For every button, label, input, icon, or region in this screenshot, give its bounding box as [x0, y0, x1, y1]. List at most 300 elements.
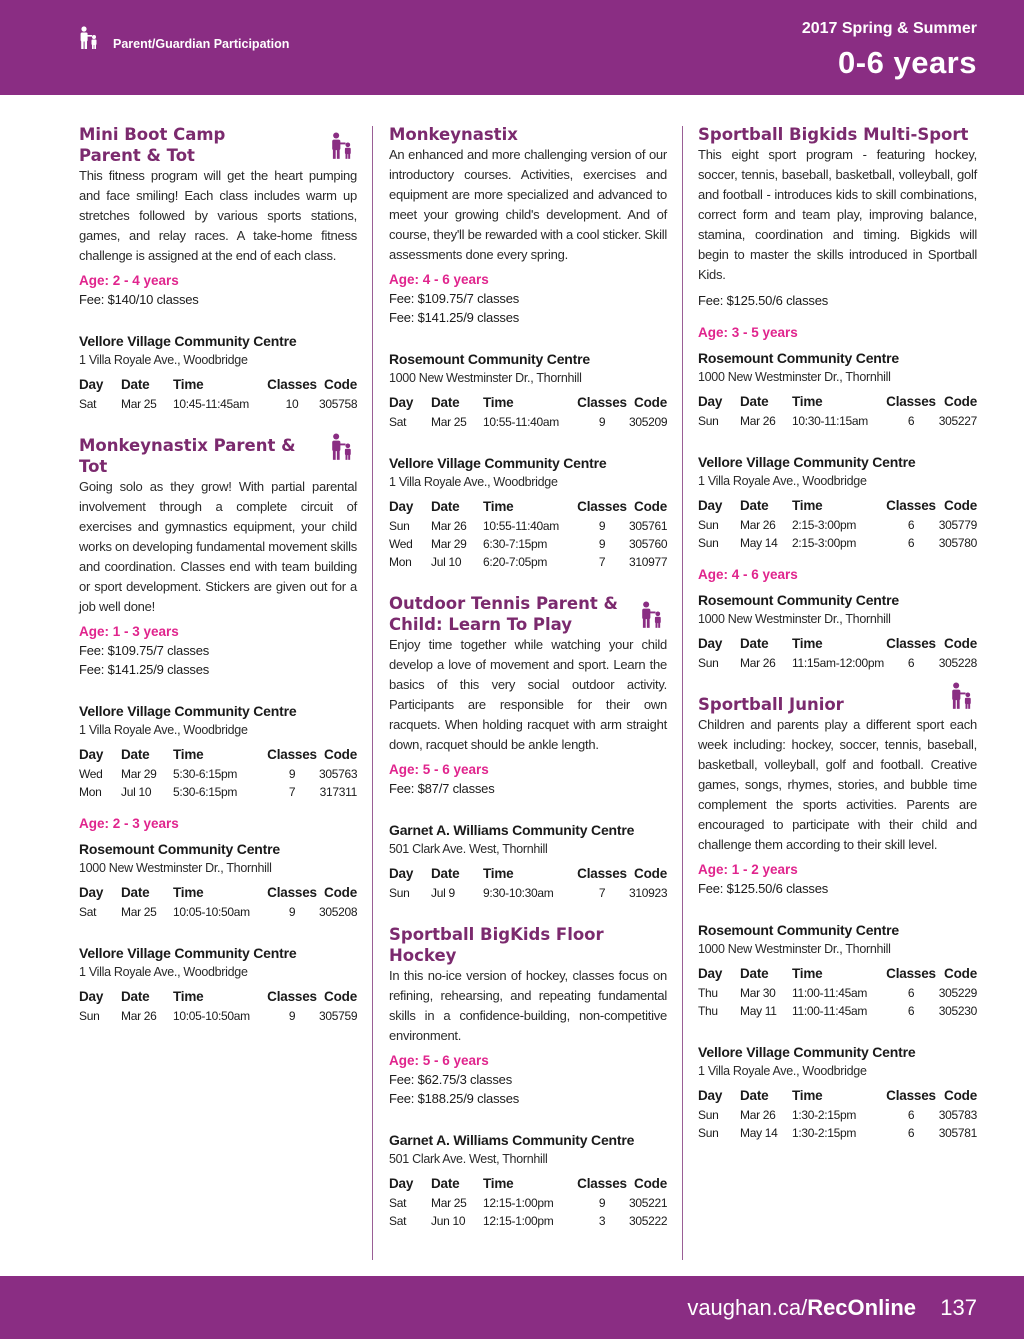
schedule-cell-code: 305763	[319, 767, 358, 781]
schedule-cell-code: 310977	[629, 555, 668, 569]
schedule-header-code: Code	[944, 636, 977, 651]
parent-child-icon	[639, 601, 665, 629]
schedule-header-time: Time	[173, 377, 204, 392]
schedule-row	[389, 1212, 667, 1230]
schedule-cell-time: 11:15am-12:00pm	[792, 656, 885, 670]
location-address: 1 Villa Royale Ave., Woodbridge	[79, 965, 248, 979]
program-outdoor-tennis	[389, 593, 667, 902]
program-sportball-floor-hockey	[389, 924, 667, 1230]
schedule-cell-classes: 6	[907, 536, 915, 550]
schedule-cell-code: 305779	[938, 518, 977, 532]
schedule-cell-date: Mar 26	[740, 1108, 776, 1122]
schedule-cell-classes: 6	[907, 656, 915, 670]
schedule-header-classes: Classes	[886, 394, 936, 409]
schedule-row	[698, 534, 977, 552]
schedule-header-time: Time	[173, 747, 204, 762]
schedule-header-classes: Classes	[886, 966, 936, 981]
location-address: 1 Villa Royale Ave., Woodbridge	[389, 475, 558, 489]
schedule-cell-classes: 7	[598, 555, 606, 569]
location-name: Rosemount Community Centre	[698, 922, 899, 938]
schedule-cell-code: 305759	[319, 1009, 358, 1023]
location-name: Vellore Village Community Centre	[389, 455, 607, 471]
page-footer	[0, 1276, 1024, 1339]
column-divider	[372, 126, 373, 1260]
schedule-table	[389, 497, 667, 571]
schedule-cell-day: Sat	[389, 1214, 407, 1228]
age-range-title: 0-6 years	[838, 45, 977, 80]
schedule-cell-date: Mar 29	[121, 767, 157, 781]
schedule-cell-day: Sun	[698, 1126, 719, 1140]
schedule-cell-time: 12:15-1:00pm	[483, 1196, 554, 1210]
schedule-cell-classes: 3	[598, 1214, 606, 1228]
location-name: Vellore Village Community Centre	[698, 1044, 916, 1060]
schedule-header-row	[79, 883, 357, 903]
schedule-header-classes: Classes	[267, 989, 317, 1004]
schedule-cell-day: Thu	[698, 986, 718, 1000]
schedule-table	[698, 964, 977, 1020]
location-name: Garnet A. Williams Community Centre	[389, 1132, 635, 1148]
schedule-cell-code: 305209	[629, 415, 668, 429]
schedule-cell-time: 2:15-3:00pm	[792, 518, 857, 532]
schedule-header-day: Day	[698, 498, 723, 513]
schedule-cell-time: 5:30-6:15pm	[173, 767, 238, 781]
program-description: Children and parents play a different sport each week including: hockey, soccer, tennis, baseball, basketball, volleyball, golf and football. Creative games, songs, rhymes, stories, and bubble time complement the sports activities. Parents are encouraged to participate with their child and challenge them according to their skill level.	[698, 717, 977, 852]
schedule-cell-code: 305781	[938, 1126, 977, 1140]
location-name: Rosemount Community Centre	[389, 351, 590, 367]
parent-child-icon	[329, 132, 355, 160]
location-block	[698, 590, 977, 672]
schedule-table	[389, 864, 667, 902]
schedule-table	[698, 1086, 977, 1142]
fee: Fee: $141.25/9 classes	[79, 662, 210, 677]
schedule-header-row	[389, 393, 667, 413]
schedule-header-date: Date	[431, 499, 460, 514]
location-address: 1000 New Westminster Dr., Thornhill	[698, 942, 891, 956]
location-name: Garnet A. Williams Community Centre	[389, 822, 635, 838]
schedule-table	[79, 375, 357, 413]
schedule-cell-date: Mar 30	[740, 986, 776, 1000]
program-title: Monkeynastix Parent & Tot	[79, 436, 296, 476]
column-2	[389, 124, 667, 1230]
schedule-table	[389, 1174, 667, 1230]
schedule-header-date: Date	[431, 1176, 460, 1191]
schedule-cell-date: Mar 25	[431, 415, 467, 429]
schedule-table	[79, 745, 357, 801]
schedule-header-row	[698, 496, 977, 516]
schedule-cell-classes: 9	[598, 1196, 606, 1210]
schedule-header-classes: Classes	[577, 866, 627, 881]
schedule-cell-date: Jun 10	[431, 1214, 466, 1228]
schedule-cell-date: Mar 25	[121, 905, 157, 919]
schedule-table	[698, 496, 977, 552]
schedule-header-time: Time	[792, 394, 823, 409]
program-sportball-multi-sport	[698, 124, 977, 672]
schedule-header-date: Date	[740, 636, 769, 651]
schedule-cell-day: Sat	[79, 905, 97, 919]
schedule-cell-classes: 9	[598, 519, 606, 533]
schedule-table	[79, 883, 357, 921]
schedule-header-classes: Classes	[886, 636, 936, 651]
program-title: Monkeynastix	[389, 125, 518, 144]
schedule-cell-code: 305208	[319, 905, 358, 919]
fee: Fee: $87/7 classes	[389, 781, 495, 796]
schedule-header-row	[389, 1174, 667, 1194]
schedule-cell-date: Mar 26	[740, 414, 776, 428]
schedule-cell-date: Mar 25	[431, 1196, 467, 1210]
schedule-row	[389, 1194, 667, 1212]
schedule-cell-time: 10:55-11:40am	[483, 519, 559, 533]
schedule-header-date: Date	[740, 498, 769, 513]
parent-child-icon	[78, 26, 100, 50]
schedule-header-time: Time	[792, 636, 823, 651]
schedule-header-time: Time	[483, 1176, 514, 1191]
program-title: Sportball BigKids Floor Hockey	[389, 925, 604, 965]
column-divider	[682, 126, 683, 1260]
location-block	[79, 839, 357, 921]
schedule-cell-time: 6:20-7:05pm	[483, 555, 548, 569]
location-block	[389, 820, 667, 902]
fee: Fee: $140/10 classes	[79, 292, 199, 307]
age-group: Age: 5 - 6 years	[389, 1053, 489, 1068]
schedule-row	[79, 395, 357, 413]
schedule-header-day: Day	[389, 499, 414, 514]
schedule-cell-code: 305760	[629, 537, 668, 551]
location-address: 1 Villa Royale Ave., Woodbridge	[698, 1064, 867, 1078]
schedule-header-time: Time	[483, 866, 514, 881]
location-address: 1000 New Westminster Dr., Thornhill	[698, 612, 891, 626]
program-description: Going solo as they grow! With partial parental involvement through a complete circuit of exercises and gymnastics equipment, your child works on developing fundamental movement skills and coordination. Classes end with team building or sport development. Stickers are given out for a job well done!	[79, 479, 358, 614]
section-label: Parent/Guardian Participation	[113, 37, 290, 51]
program-description: An enhanced and more challenging version of our introductory courses. Activities, exercises and equipment are more specialized and advanced to meet your growing child's development. And of course, they'll be rewarded with a cool sticker. Skill assessments done every spring.	[389, 147, 667, 262]
age-group: Age: 2 - 4 years	[79, 273, 179, 288]
schedule-cell-classes: 9	[288, 767, 296, 781]
schedule-cell-date: Mar 29	[431, 537, 467, 551]
schedule-header-row	[698, 964, 977, 984]
schedule-header-day: Day	[698, 1088, 723, 1103]
schedule-header-code: Code	[324, 885, 357, 900]
location-address: 1000 New Westminster Dr., Thornhill	[698, 370, 891, 384]
schedule-cell-code: 305783	[938, 1108, 977, 1122]
schedule-header-day: Day	[79, 989, 104, 1004]
schedule-row	[698, 1124, 977, 1142]
schedule-cell-time: 11:00-11:45am	[792, 986, 868, 1000]
age-group: Age: 3 - 5 years	[698, 325, 798, 340]
schedule-cell-time: 10:45-11:45am	[173, 397, 249, 411]
location-name: Vellore Village Community Centre	[79, 945, 297, 961]
location-block	[389, 1130, 667, 1230]
schedule-header-time: Time	[173, 885, 204, 900]
schedule-cell-day: Sun	[389, 519, 410, 533]
schedule-cell-day: Sun	[698, 656, 719, 670]
schedule-row	[698, 984, 977, 1002]
schedule-cell-code: 305227	[938, 414, 977, 428]
schedule-header-day: Day	[698, 394, 723, 409]
schedule-header-day: Day	[698, 636, 723, 651]
program-monkeynastix	[389, 124, 667, 571]
schedule-cell-code: 305758	[319, 397, 358, 411]
schedule-cell-time: 6:30-7:15pm	[483, 537, 548, 551]
schedule-cell-day: Wed	[389, 537, 413, 551]
schedule-header-row	[389, 497, 667, 517]
schedule-cell-date: Mar 26	[740, 518, 776, 532]
schedule-cell-date: Mar 26	[121, 1009, 157, 1023]
schedule-cell-code: 305761	[629, 519, 668, 533]
schedule-header-day: Day	[79, 885, 104, 900]
schedule-header-time: Time	[792, 1088, 823, 1103]
schedule-cell-date: May 14	[740, 536, 778, 550]
schedule-header-code: Code	[634, 1176, 667, 1191]
schedule-cell-date: Mar 26	[740, 656, 776, 670]
schedule-cell-time: 1:30-2:15pm	[792, 1108, 857, 1122]
schedule-header-code: Code	[634, 395, 667, 410]
schedule-header-date: Date	[431, 866, 460, 881]
page-number: 137	[940, 1295, 977, 1320]
schedule-row	[389, 884, 667, 902]
program-description: Enjoy time together while watching your child develop a love of movement and sport. Learn the basics of this very social outdoor activity. Participants are responsible for their own racquets. When holding racquet with arm straight down, racquet should be ankle length.	[389, 637, 667, 752]
schedule-header-classes: Classes	[886, 498, 936, 513]
fee: Fee: $141.25/9 classes	[389, 310, 520, 325]
schedule-header-day: Day	[698, 966, 723, 981]
schedule-cell-code: 305230	[938, 1004, 977, 1018]
age-group: Age: 1 - 3 years	[79, 624, 179, 639]
schedule-cell-classes: 9	[598, 415, 606, 429]
schedule-cell-date: Mar 26	[431, 519, 467, 533]
schedule-cell-time: 10:05-10:50am	[173, 905, 250, 919]
season-title: 2017 Spring & Summer	[801, 20, 977, 37]
schedule-header-code: Code	[324, 989, 357, 1004]
fee: Fee: $109.75/7 classes	[79, 643, 210, 658]
schedule-cell-classes: 6	[907, 1126, 915, 1140]
schedule-header-classes: Classes	[886, 1088, 936, 1103]
schedule-row	[389, 535, 667, 553]
fee: Fee: $125.50/6 classes	[698, 881, 829, 896]
schedule-row	[698, 1002, 977, 1020]
schedule-cell-time: 11:00-11:45am	[792, 1004, 868, 1018]
schedule-cell-day: Thu	[698, 1004, 718, 1018]
schedule-cell-classes: 10	[285, 397, 299, 411]
schedule-cell-date: Jul 9	[431, 886, 455, 900]
schedule-header-code: Code	[944, 498, 977, 513]
schedule-table	[79, 987, 357, 1025]
schedule-cell-date: Jul 10	[431, 555, 462, 569]
schedule-cell-code: 305780	[938, 536, 977, 550]
fee: Fee: $109.75/7 classes	[389, 291, 520, 306]
program-description: In this no-ice version of hockey, classes focus on refining, rehearsing, and repeating fundamental skills in a confidence-building, non-competitive environment.	[389, 968, 667, 1043]
schedule-cell-time: 10:30-11:15am	[792, 414, 868, 428]
schedule-header-code: Code	[634, 866, 667, 881]
schedule-cell-date: Jul 10	[121, 785, 152, 799]
age-group: Age: 4 - 6 years	[389, 272, 489, 287]
fee: Fee: $125.50/6 classes	[698, 293, 829, 308]
website-link[interactable]: vaughan.ca/RecOnline	[687, 1295, 916, 1320]
schedule-header-classes: Classes	[577, 499, 627, 514]
schedule-cell-day: Sun	[698, 1108, 719, 1122]
schedule-header-day: Day	[389, 1176, 414, 1191]
schedule-cell-day: Wed	[79, 767, 103, 781]
schedule-cell-classes: 9	[288, 905, 296, 919]
location-address: 1 Villa Royale Ave., Woodbridge	[79, 353, 248, 367]
schedule-row	[698, 654, 977, 672]
location-name: Vellore Village Community Centre	[79, 333, 297, 349]
schedule-header-row	[79, 375, 357, 395]
schedule-header-day: Day	[79, 377, 104, 392]
schedule-header-code: Code	[944, 394, 977, 409]
schedule-cell-day: Sun	[698, 414, 719, 428]
schedule-header-date: Date	[431, 395, 460, 410]
schedule-header-row	[79, 745, 357, 765]
location-name: Rosemount Community Centre	[79, 841, 280, 857]
schedule-header-row	[698, 634, 977, 654]
location-name: Vellore Village Community Centre	[698, 454, 916, 470]
schedule-cell-time: 9:30-10:30am	[483, 886, 554, 900]
location-block	[79, 943, 357, 1025]
schedule-table	[698, 392, 977, 430]
schedule-header-date: Date	[121, 377, 150, 392]
schedule-cell-day: Sat	[389, 415, 407, 429]
schedule-row	[389, 517, 667, 535]
schedule-header-code: Code	[944, 1088, 977, 1103]
schedule-header-date: Date	[740, 394, 769, 409]
column-3	[698, 124, 977, 1142]
program-monkeynastix-parent-tot	[79, 435, 357, 1025]
schedule-header-code: Code	[324, 747, 357, 762]
schedule-row	[79, 903, 357, 921]
schedule-table	[389, 393, 667, 431]
schedule-header-time: Time	[792, 498, 823, 513]
schedule-header-classes: Classes	[577, 1176, 627, 1191]
schedule-cell-code: 305221	[629, 1196, 668, 1210]
parent-child-icon	[329, 433, 355, 461]
schedule-header-code: Code	[944, 966, 977, 981]
location-address: 1000 New Westminster Dr., Thornhill	[389, 371, 582, 385]
location-address: 1000 New Westminster Dr., Thornhill	[79, 861, 272, 875]
location-block	[698, 920, 977, 1020]
schedule-header-date: Date	[740, 1088, 769, 1103]
location-block	[389, 349, 667, 431]
schedule-cell-time: 1:30-2:15pm	[792, 1126, 857, 1140]
schedule-header-classes: Classes	[267, 377, 317, 392]
fee: Fee: $188.25/9 classes	[389, 1091, 520, 1106]
schedule-table	[698, 634, 977, 672]
schedule-header-time: Time	[483, 499, 514, 514]
schedule-cell-code: 305229	[938, 986, 977, 1000]
schedule-row	[79, 783, 357, 801]
fee: Fee: $62.75/3 classes	[389, 1072, 512, 1087]
schedule-cell-classes: 6	[907, 986, 915, 1000]
schedule-header-date: Date	[121, 885, 150, 900]
schedule-cell-code: 305228	[938, 656, 977, 670]
schedule-row	[698, 516, 977, 534]
program-sportball-junior	[698, 694, 977, 1142]
location-block	[389, 453, 667, 571]
schedule-cell-code: 310923	[629, 886, 668, 900]
location-block	[79, 701, 357, 801]
schedule-row	[698, 412, 977, 430]
schedule-cell-day: Sun	[698, 518, 719, 532]
program-title: Outdoor Tennis Parent & Child: Learn To Play	[389, 594, 618, 634]
schedule-row	[389, 413, 667, 431]
schedule-header-code: Code	[634, 499, 667, 514]
schedule-cell-time: 5:30-6:15pm	[173, 785, 238, 799]
schedule-cell-classes: 7	[598, 886, 606, 900]
schedule-cell-classes: 6	[907, 414, 915, 428]
location-address: 1 Villa Royale Ave., Woodbridge	[79, 723, 248, 737]
schedule-cell-date: Mar 25	[121, 397, 157, 411]
age-group: Age: 2 - 3 years	[79, 816, 179, 831]
schedule-cell-time: 10:55-11:40am	[483, 415, 559, 429]
schedule-cell-day: Sun	[389, 886, 410, 900]
schedule-header-row	[389, 864, 667, 884]
location-address: 501 Clark Ave. West, Thornhill	[389, 842, 548, 856]
age-group: Age: 1 - 2 years	[698, 862, 798, 877]
schedule-header-classes: Classes	[267, 885, 317, 900]
age-group: Age: 4 - 6 years	[698, 567, 798, 582]
schedule-cell-code: 317311	[319, 785, 357, 799]
schedule-cell-date: May 14	[740, 1126, 778, 1140]
schedule-header-day: Day	[79, 747, 104, 762]
program-mini-boot-camp	[79, 124, 357, 413]
schedule-header-row	[698, 392, 977, 412]
schedule-cell-day: Sat	[389, 1196, 407, 1210]
schedule-cell-classes: 9	[288, 1009, 296, 1023]
schedule-cell-day: Mon	[79, 785, 102, 799]
schedule-cell-day: Sun	[79, 1009, 100, 1023]
schedule-cell-classes: 6	[907, 1108, 915, 1122]
schedule-header-code: Code	[324, 377, 357, 392]
location-block	[79, 331, 357, 413]
schedule-row	[79, 1007, 357, 1025]
schedule-header-row	[698, 1086, 977, 1106]
location-block	[698, 348, 977, 430]
schedule-cell-time: 2:15-3:00pm	[792, 536, 857, 550]
location-name: Rosemount Community Centre	[698, 350, 899, 366]
schedule-row	[389, 553, 667, 571]
schedule-header-time: Time	[792, 966, 823, 981]
program-title: Sportball Junior	[698, 695, 844, 714]
schedule-cell-classes: 9	[598, 537, 606, 551]
program-description: This eight sport program - featuring hockey, soccer, tennis, baseball, basketball, volleyball, golf and football - introduces kids to skill combinations, correct form and team play, improving balance, stamina, coordination and timing. Bigkids will begin to master the skills introduced in Sportball Kids.	[698, 147, 977, 282]
schedule-cell-classes: 6	[907, 518, 915, 532]
schedule-header-row	[79, 987, 357, 1007]
location-address: 1 Villa Royale Ave., Woodbridge	[698, 474, 867, 488]
schedule-cell-time: 10:05-10:50am	[173, 1009, 250, 1023]
schedule-cell-code: 305222	[629, 1214, 668, 1228]
schedule-cell-day: Mon	[389, 555, 412, 569]
schedule-header-time: Time	[483, 395, 514, 410]
schedule-header-classes: Classes	[267, 747, 317, 762]
schedule-header-date: Date	[121, 989, 150, 1004]
column-1	[79, 124, 357, 1025]
location-block	[698, 452, 977, 552]
program-title: Sportball Bigkids Multi-Sport	[698, 125, 969, 144]
schedule-header-date: Date	[740, 966, 769, 981]
program-description: This fitness program will get the heart pumping and face smiling! Each class includes warm up stretches followed by various sports stations, games, and relay races. A take-home fitness challenge is assigned at the end of each class.	[79, 168, 357, 263]
schedule-row	[698, 1106, 977, 1124]
schedule-header-day: Day	[389, 395, 414, 410]
schedule-header-classes: Classes	[577, 395, 627, 410]
schedule-header-time: Time	[173, 989, 204, 1004]
age-group: Age: 5 - 6 years	[389, 762, 489, 777]
schedule-cell-day: Sun	[698, 536, 719, 550]
schedule-cell-time: 12:15-1:00pm	[483, 1214, 554, 1228]
schedule-header-date: Date	[121, 747, 150, 762]
schedule-header-day: Day	[389, 866, 414, 881]
schedule-cell-day: Sat	[79, 397, 97, 411]
parent-child-icon	[949, 682, 975, 710]
schedule-row	[79, 765, 357, 783]
location-block	[698, 1042, 977, 1142]
schedule-cell-date: May 11	[740, 1004, 777, 1018]
